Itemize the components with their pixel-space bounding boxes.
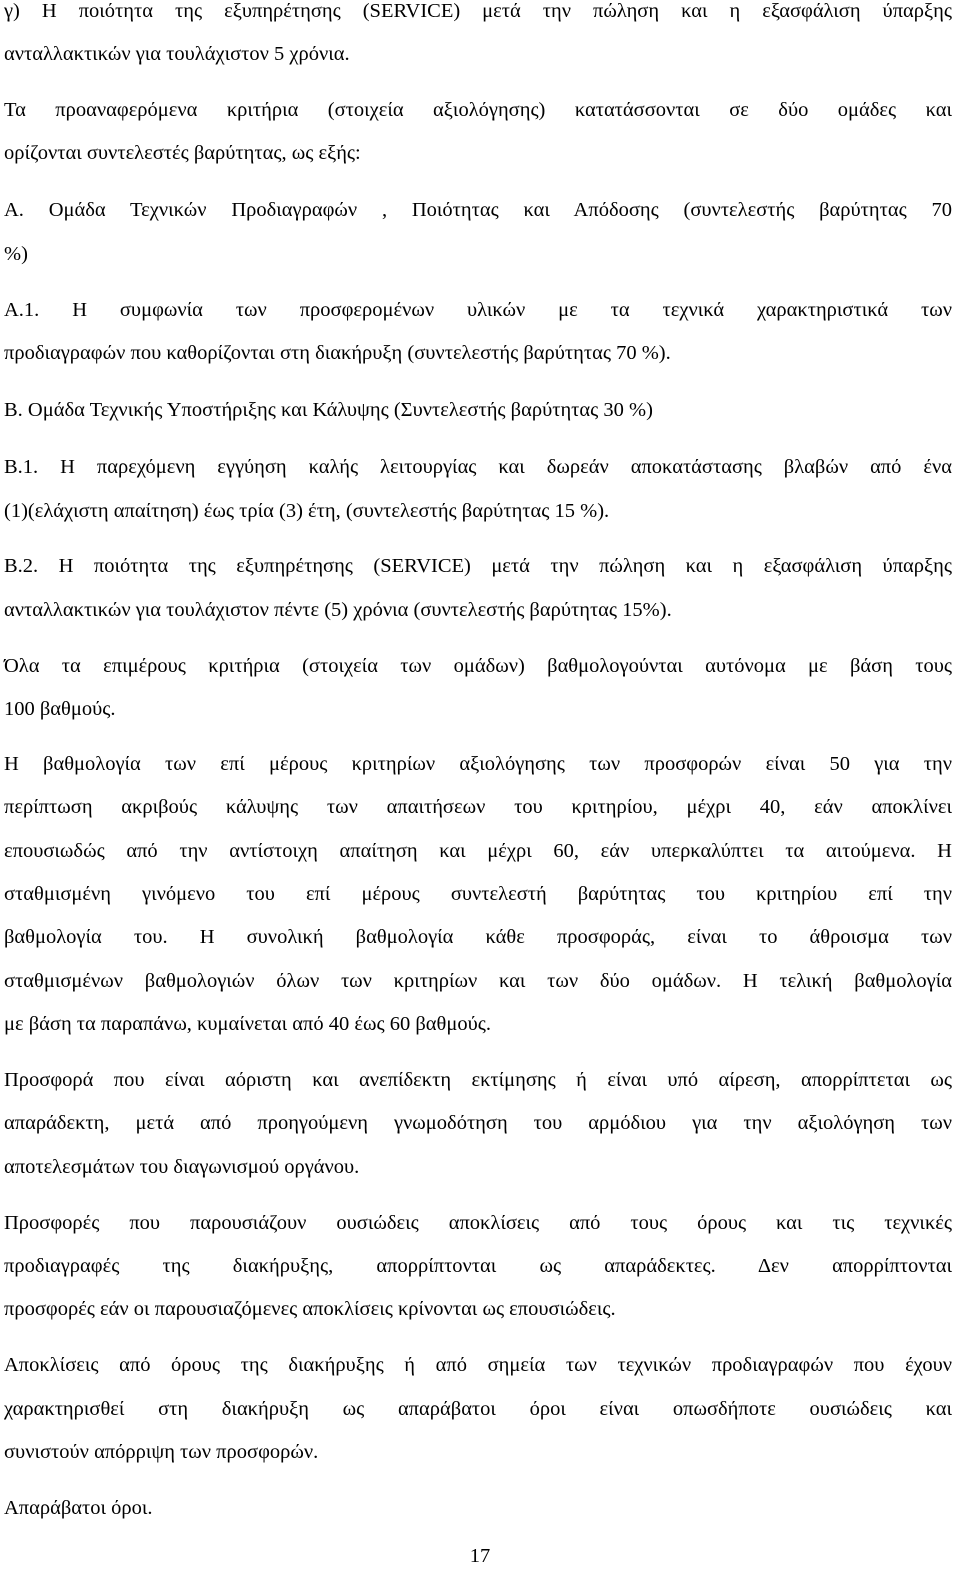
text-line: Τα προαναφερόμενα κριτήρια (στοιχεία αξιολόγησης) κατατάσσονται σε δύο ομάδες και — [4, 99, 952, 121]
text-line: απαράδεκτη, μετά από προηγούμενη γνωμοδότηση του αρμόδιου για την αξιολόγηση των — [4, 1112, 952, 1134]
text-line: Όλα τα επιμέρους κριτήρια (στοιχεία των ομάδων) βαθμολογούνται αυτόνομα με βάση τους — [4, 655, 952, 677]
text-line: προδιαγραφές της διακήρυξης, απορρίπτονται ως απαράδεκτες. Δεν απορρίπτονται — [4, 1255, 952, 1277]
text-line: αποτελεσμάτων του διαγωνισμού οργάνου. — [4, 1156, 360, 1178]
text-line: Α.1. Η συμφωνία των προσφερομένων υλικών με τα τεχνικά χαρακτηριστικά των — [4, 299, 952, 321]
text-line: Α. Ομάδα Τεχνικών Προδιαγραφών , Ποιότητας και Απόδοσης (συντελεστής βαρύτητας 70 — [4, 199, 952, 221]
text-line: Προσφορές που παρουσιάζουν ουσιώδεις αποκλίσεις από τους όρους και τις τεχνικές — [4, 1212, 952, 1234]
text-line: ανταλλακτικών για τουλάχιστον πέντε (5) χρόνια (συντελεστής βαρύτητας 15%). — [4, 599, 672, 621]
text-line: επουσιωδώς από την αντίστοιχη απαίτηση και μέχρι 60, εάν υπερκαλύπτει τα αιτούμενα. Η — [4, 840, 952, 862]
text-line: περίπτωση ακριβούς κάλυψης των απαιτήσεων του κριτηρίου, μέχρι 40, εάν αποκλίνει — [4, 796, 952, 818]
text-line: σταθμισμένων βαθμολογιών όλων των κριτηρίων και των δύο ομάδων. Η τελική βαθμολογία — [4, 970, 952, 992]
text-line: συνιστούν απόρριψη των προσφορών. — [4, 1441, 319, 1463]
text-line: Β.1. Η παρεχόμενη εγγύηση καλής λειτουργίας και δωρεάν αποκατάστασης βλαβών από ένα — [4, 456, 952, 478]
text-line: χαρακτηρισθεί στη διακήρυξη ως απαράβατοι όροι είναι οπωσδήποτε ουσιώδεις και — [4, 1398, 952, 1420]
text-line: με βάση τα παραπάνω, κυμαίνεται από 40 έως 60 βαθμούς. — [4, 1013, 491, 1035]
text-line: προδιαγραφών που καθορίζονται στη διακήρυξη (συντελεστής βαρύτητας 70 %). — [4, 342, 671, 364]
text-line: βαθμολογία του. Η συνολική βαθμολογία κάθε προσφοράς, είναι το άθροισμα των — [4, 926, 952, 948]
text-line: Αποκλίσεις από όρους της διακήρυξης ή από σημεία των τεχνικών προδιαγραφών που έχουν — [4, 1354, 952, 1376]
text-line: Απαράβατοι όροι. — [4, 1497, 153, 1519]
text-line: %) — [4, 243, 28, 265]
text-line: Η βαθμολογία των επί μέρους κριτηρίων αξιολόγησης των προσφορών είναι 50 για την — [4, 753, 952, 775]
text-line: (1)(ελάχιστη απαίτηση) έως τρία (3) έτη, (συντελεστής βαρύτητας 15 %). — [4, 500, 610, 522]
text-line: Προσφορά που είναι αόριστη και ανεπίδεκτη εκτίμησης ή είναι υπό αίρεση, απορρίπτεται ως — [4, 1069, 952, 1091]
text-line: Β. Ομάδα Τεχνικής Υποστήριξης και Κάλυψης (Συντελεστής βαρύτητας 30 %) — [4, 399, 653, 421]
text-line: σταθμισμένη γινόμενο του επί μέρους συντελεστή βαρύτητας του κριτηρίου επί την — [4, 883, 952, 905]
text-line: προσφορές εάν οι παρουσιαζόμενες αποκλίσεις κρίνονται ως επουσιώδεις. — [4, 1298, 616, 1320]
text-line: 100 βαθμούς. — [4, 698, 116, 720]
text-line: ορίζονται συντελεστές βαρύτητας, ως εξής: — [4, 142, 361, 164]
text-line: ανταλλακτικών για τουλάχιστον 5 χρόνια. — [4, 43, 350, 65]
text-line: Β.2. Η ποιότητα της εξυπηρέτησης (SERVICE) μετά την πώληση και η εξασφάλιση ύπαρξης — [4, 555, 952, 577]
text-line: γ) Η ποιότητα της εξυπηρέτησης (SERVICE) μετά την πώληση και η εξασφάλιση ύπαρξης — [4, 0, 952, 22]
page-number: 17 — [469, 1545, 491, 1567]
